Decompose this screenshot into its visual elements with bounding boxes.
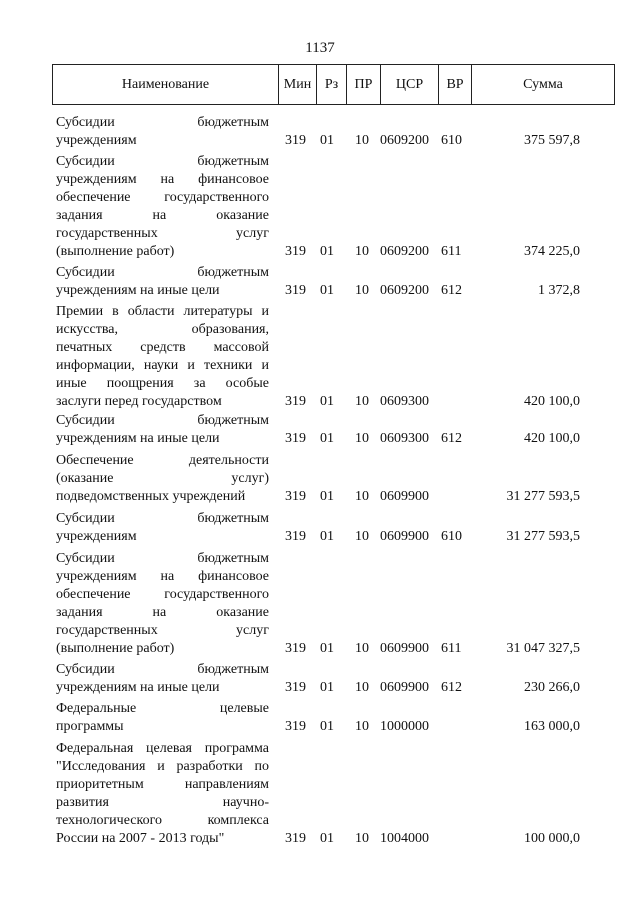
table-row [0, 700, 640, 736]
column-header-sum: Сумма [471, 65, 614, 104]
row-name [56, 661, 269, 697]
row-name [56, 452, 269, 506]
table-row [0, 661, 640, 697]
row-name-line: учреждениям на финансовое [56, 569, 269, 584]
row-name [56, 264, 269, 300]
row-name-line: учреждениям на иные цели [56, 680, 220, 695]
row-name-line: учреждениям на иные цели [56, 431, 220, 446]
row-name-line: иные поощрения за особые [56, 376, 269, 391]
row-name-line: Федеральные целевые [56, 701, 269, 716]
cell-rz: 01 [320, 680, 334, 695]
cell-min: 319 [285, 133, 306, 148]
table-row [0, 303, 640, 411]
row-name-line: учреждениям [56, 133, 137, 148]
cell-csr: 0609200 [380, 244, 429, 259]
cell-csr: 0609200 [380, 133, 429, 148]
row-name-line: развития научно- [56, 795, 269, 810]
cell-min: 319 [285, 394, 306, 409]
row-name-line: программы [56, 719, 124, 734]
column-header-rz: Рз [316, 65, 346, 104]
row-name-line: (выполнение работ) [56, 641, 175, 656]
row-name-line: обеспечение государственного [56, 587, 269, 602]
cell-vr: 612 [441, 283, 462, 298]
table-row [0, 412, 640, 448]
row-name [56, 153, 269, 261]
row-name-line: Премии в области литературы и [56, 304, 269, 319]
row-name-line: обеспечение государственного [56, 190, 269, 205]
cell-csr: 0609300 [380, 431, 429, 446]
row-name-line: учреждениям на иные цели [56, 283, 220, 298]
row-name-line: Федеральная целевая программа [56, 741, 269, 756]
column-header-vr: ВР [438, 65, 471, 104]
cell-pr: 10 [355, 133, 369, 148]
cell-csr: 1000000 [380, 719, 429, 734]
cell-sum: 31 047 327,5 [506, 641, 580, 656]
column-header-min: Мин [278, 65, 316, 104]
table-row [0, 114, 640, 150]
cell-pr: 10 [355, 529, 369, 544]
row-name-line: Субсидии бюджетным [56, 511, 269, 526]
cell-pr: 10 [355, 244, 369, 259]
row-name [56, 740, 269, 848]
cell-sum: 420 100,0 [524, 394, 580, 409]
cell-min: 319 [285, 719, 306, 734]
cell-sum: 1 372,8 [538, 283, 580, 298]
cell-csr: 0609200 [380, 283, 429, 298]
cell-pr: 10 [355, 283, 369, 298]
cell-pr: 10 [355, 831, 369, 846]
row-name [56, 303, 269, 411]
row-name-line: Субсидии бюджетным [56, 551, 269, 566]
cell-sum: 375 597,8 [524, 133, 580, 148]
cell-pr: 10 [355, 641, 369, 656]
row-name [56, 510, 269, 546]
row-name-line: Субсидии бюджетным [56, 154, 269, 169]
row-name-line: задания на оказание [56, 208, 269, 223]
row-name-line: государственных услуг [56, 623, 269, 638]
cell-sum: 31 277 593,5 [506, 489, 580, 504]
cell-vr: 611 [441, 244, 462, 259]
cell-rz: 01 [320, 244, 334, 259]
row-name [56, 114, 269, 150]
table-row [0, 452, 640, 506]
cell-sum: 374 225,0 [524, 244, 580, 259]
row-name-line: России на 2007 - 2013 годы" [56, 831, 225, 846]
row-name-line: информации, науки и техники и [56, 358, 269, 373]
cell-rz: 01 [320, 719, 334, 734]
cell-min: 319 [285, 431, 306, 446]
row-name-line: подведомственных учреждений [56, 489, 246, 504]
cell-min: 319 [285, 641, 306, 656]
row-name [56, 412, 269, 448]
cell-min: 319 [285, 529, 306, 544]
cell-min: 319 [285, 283, 306, 298]
row-name-line: учреждениям [56, 529, 137, 544]
cell-sum: 163 000,0 [524, 719, 580, 734]
cell-rz: 01 [320, 641, 334, 656]
row-name-line: (выполнение работ) [56, 244, 175, 259]
table-header [52, 64, 615, 105]
cell-vr: 612 [441, 680, 462, 695]
cell-min: 319 [285, 244, 306, 259]
cell-pr: 10 [355, 489, 369, 504]
column-header-csr: ЦСР [380, 65, 438, 104]
row-name-line: "Исследования и разработки по [56, 759, 269, 774]
cell-csr: 0609900 [380, 529, 429, 544]
cell-rz: 01 [320, 431, 334, 446]
row-name-line: (оказание услуг) [56, 471, 269, 486]
column-header-name: Наименование [121, 77, 210, 92]
column-header-pr: ПР [346, 65, 380, 104]
cell-vr: 612 [441, 431, 462, 446]
row-name [56, 550, 269, 658]
row-name-line: приоритетным направлениям [56, 777, 269, 792]
cell-vr: 610 [441, 133, 462, 148]
cell-min: 319 [285, 489, 306, 504]
row-name-line: Субсидии бюджетным [56, 265, 269, 280]
cell-csr: 0609900 [380, 641, 429, 656]
row-name-line: Обеспечение деятельности [56, 453, 269, 468]
cell-csr: 0609900 [380, 680, 429, 695]
row-name [56, 700, 269, 736]
row-name-line: заслуги перед государством [56, 394, 222, 409]
cell-pr: 10 [355, 680, 369, 695]
cell-pr: 10 [355, 394, 369, 409]
cell-rz: 01 [320, 831, 334, 846]
cell-csr: 0609300 [380, 394, 429, 409]
cell-min: 319 [285, 680, 306, 695]
row-name-line: технологического комплекса [56, 813, 269, 828]
row-name-line: задания на оказание [56, 605, 269, 620]
cell-csr: 1004000 [380, 831, 429, 846]
row-name-line: Субсидии бюджетным [56, 115, 269, 130]
row-name-line: Субсидии бюджетным [56, 413, 269, 428]
cell-sum: 230 266,0 [524, 680, 580, 695]
page-number: 1137 [305, 40, 335, 56]
table-row [0, 550, 640, 658]
table-row [0, 264, 640, 300]
row-name-line: Субсидии бюджетным [56, 662, 269, 677]
cell-rz: 01 [320, 489, 334, 504]
cell-rz: 01 [320, 529, 334, 544]
cell-pr: 10 [355, 719, 369, 734]
cell-rz: 01 [320, 394, 334, 409]
cell-vr: 610 [441, 529, 462, 544]
cell-csr: 0609900 [380, 489, 429, 504]
cell-sum: 31 277 593,5 [506, 529, 580, 544]
cell-vr: 611 [441, 641, 462, 656]
row-name-line: искусства, образования, [56, 322, 269, 337]
table-row [0, 510, 640, 546]
cell-min: 319 [285, 831, 306, 846]
cell-rz: 01 [320, 133, 334, 148]
cell-rz: 01 [320, 283, 334, 298]
cell-pr: 10 [355, 431, 369, 446]
table-row [0, 740, 640, 848]
cell-sum: 100 000,0 [524, 831, 580, 846]
row-name-line: печатных средств массовой [56, 340, 269, 355]
row-name-line: учреждениям на финансовое [56, 172, 269, 187]
table-row [0, 153, 640, 261]
cell-sum: 420 100,0 [524, 431, 580, 446]
row-name-line: государственных услуг [56, 226, 269, 241]
